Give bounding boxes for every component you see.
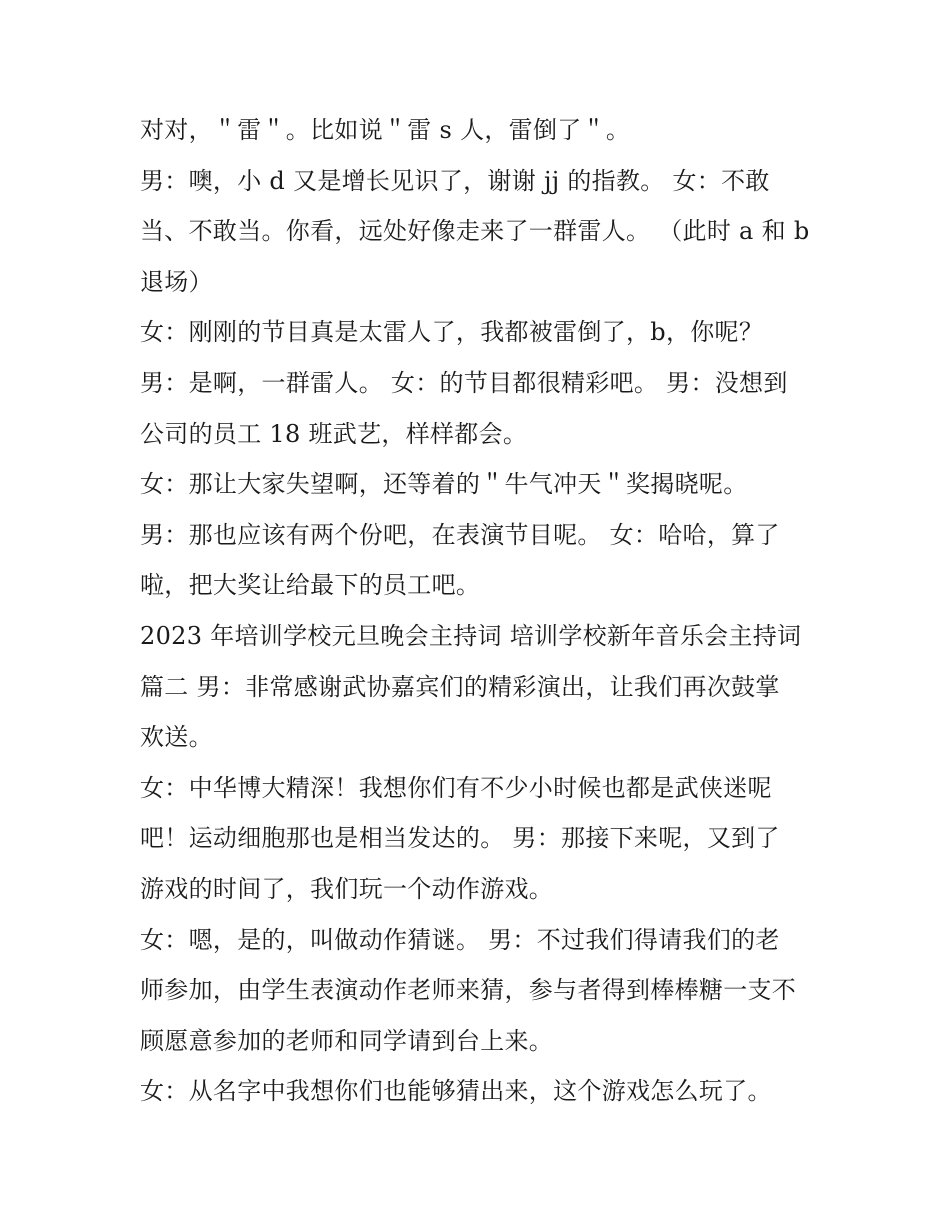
text-line: 退场） <box>140 267 213 296</box>
text-line: 女：刚刚的节目真是太雷人了，我都被雷倒了，b，你呢？ <box>140 318 764 347</box>
text-line: 男：噢，小 d 又是增长见识了，谢谢 jj 的指教。 女：不敢 <box>140 166 770 195</box>
text-line: 2023 年培训学校元旦晚会主持词 培训学校新年音乐会主持词 <box>140 621 802 650</box>
text-line: 对对，＂雷＂。比如说＂雷 s 人，雷倒了＂。 <box>140 116 631 144</box>
text-line: 女：从名字中我想你们也能够猜出来，这个游戏怎么玩了。 <box>140 1077 772 1106</box>
text-line: 吧！运动细胞那也是相当发达的。 男：那接下来呢，又到了 <box>140 824 780 853</box>
text-line: 女：中华博大精深！我想你们有不少小时候也都是武侠迷呢 <box>140 773 772 802</box>
text-line: 男：是啊，一群雷人。 女：的节目都很精彩吧。 男：没想到 <box>140 368 788 397</box>
document-body <box>140 105 820 1117</box>
text-line: 女：那让大家失望啊，还等着的＂牛气冲天＂奖揭晓呢。 <box>140 470 748 499</box>
text-line: 篇二 男：非常感谢武协嘉宾们的精彩演出，让我们再次鼓掌 <box>140 672 780 701</box>
text-line: 欢送。 <box>140 723 213 752</box>
text-line: 公司的员工 18 班武艺，样样都会。 <box>140 419 528 448</box>
text-line: 游戏的时间了，我们玩一个动作游戏。 <box>140 874 554 903</box>
text-line: 女：嗯，是的，叫做动作猜谜。 男：不过我们得请我们的老 <box>140 925 780 954</box>
text-line: 当、不敢当。你看，远处好像走来了一群雷人。 （此时 a 和 b <box>140 217 810 246</box>
text-line: 男：那也应该有两个份吧，在表演节目呢。 女：哈哈，算了 <box>140 520 780 549</box>
text-line: 师参加，由学生表演动作老师来猜，参与者得到棒棒糖一支不 <box>140 976 797 1005</box>
text-line: 顾愿意参加的老师和同学请到台上来。 <box>140 1026 554 1055</box>
text-line: 啦，把大奖让给最下的员工吧。 <box>140 571 481 600</box>
